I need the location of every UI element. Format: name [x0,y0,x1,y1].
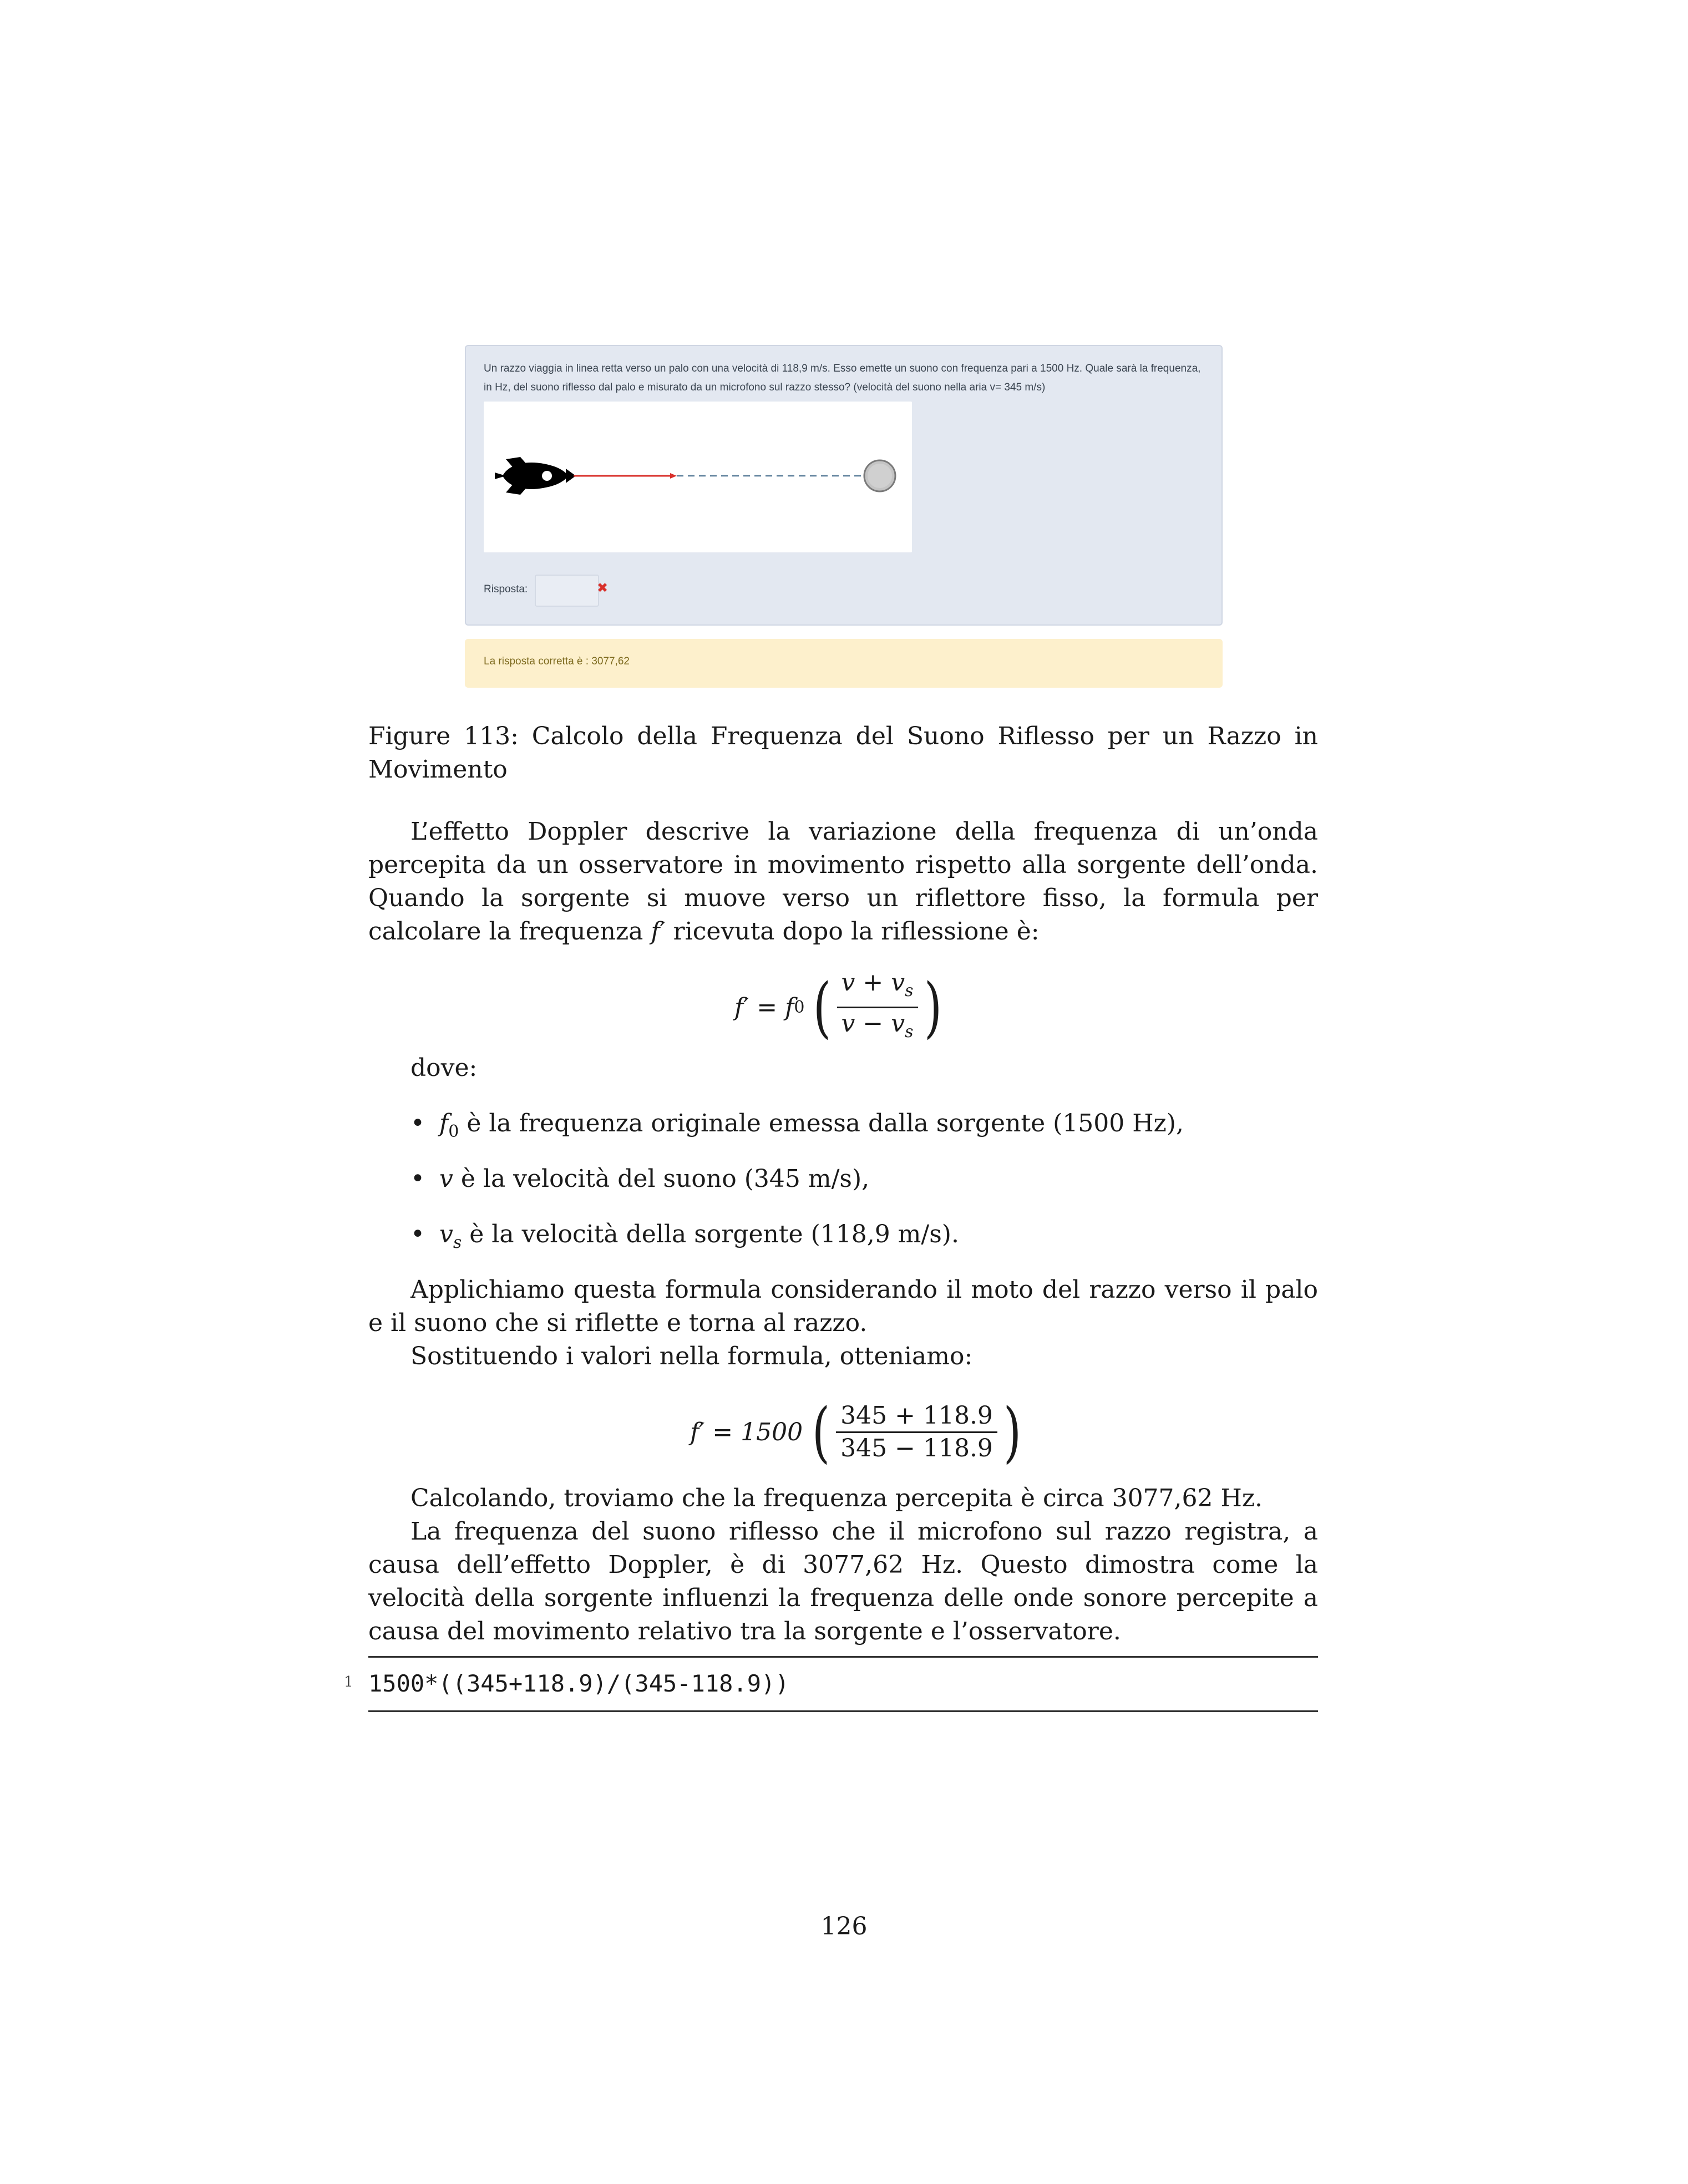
list-item: • $f_0$ è la frequenza originale emessa dalla sorgente (1500 Hz), [410,1109,1184,1141]
bullet-text: è la velocità del suono (345 m/s), [453,1165,870,1193]
figure-caption: Figure 113: Calcolo della Frequenza del Suono Riflesso per un Razzo in Movimento [368,722,1318,784]
list-item: • v è la velocità del suono (345 m/s), [410,1165,870,1193]
bullet-text: è la frequenza originale emessa dalla sorgente (1500 Hz), [459,1109,1184,1137]
paragraph-substitute: Sostituendo i valori nella formula, otteniamo: [410,1342,973,1370]
paragraph-result: Calcolando, troviamo che la frequenza percepita è circa 3077,62 Hz. [410,1484,1263,1512]
bullet-symbol: v [439,1165,453,1193]
formula-subscript: s [905,1022,914,1042]
code-line-number: 1 [344,1674,353,1690]
rocket-icon [495,457,576,495]
formula-denominator: v − v [841,1009,905,1038]
formula-denominator: 345 − 118.9 [840,1434,993,1462]
doppler-formula: f′ = f 0 ( $\frac{v + v_s}{v - v_s}$ ) [734,968,946,1046]
bullet-symbol: f [439,1109,449,1137]
quiz-question: Un razzo viaggia in linea retta verso un palo con una velocità di 118,9 m/s. Esso emette un suono con frequenza pari a 1500 Hz. Quale sarà la frequenza, in Hz, del suono riflesso dal palo e misurato da un microfono sul razzo stesso? (velocità del suono nella aria v= 345 m/s) [484,363,1201,393]
bullet-text: è la velocità della sorgente (118,9 m/s). [462,1220,959,1248]
formula-lhs: f′ = f [734,993,794,1022]
paragraph-doppler-intro [368,815,1318,948]
quiz-card [465,345,1223,626]
code-line: 1500*((345+118.9)/(345-118.9)) [368,1670,789,1697]
answer-input[interactable] [535,575,599,607]
bullet-symbol: v [439,1220,453,1248]
list-item: • $v_s$ è la velocità della sorgente (118,9 m/s). [410,1220,959,1252]
code-rule-bottom [368,1710,1318,1712]
paragraph-text: L’effetto Doppler descrive la variazione della frequenza di un’onda percepita da un osservatore in movimento rispetto alla sorgente dell’onda. Quando la sorgente si muove verso un riflettore fisso, la formula per calcolare la frequenza [368,817,1318,946]
formula-fraction [837,967,918,1048]
code-rule-top [368,1656,1318,1658]
answer-label: Risposta: [484,583,528,595]
formula-lhs: f′ = 1500 [690,1418,803,1446]
dove-label: dove: [410,1054,478,1082]
correct-answer-box [465,639,1223,688]
math-symbol: f′ [651,917,666,946]
formula-numerator: 345 + 118.9 [840,1401,993,1430]
wrong-answer-icon: ✖ [597,581,609,596]
formula-subscript: 0 [794,997,805,1017]
formula-numerator: v + v [841,968,905,997]
page-number: 126 [820,1912,868,1941]
numeric-formula: f′ = 1500 ( $\frac{345 + 118.9}{345 - 118.9}$ ) [690,1394,1022,1470]
rocket-illustration [484,402,912,552]
correct-answer-text: La risposta corretta è : 3077,62 [484,656,630,667]
bullet-subscript: 0 [448,1121,459,1141]
paragraph-conclusion: La frequenza del suono riflesso che il microfono sul razzo registra, a causa dell’effetto Doppler, è di 3077,62 Hz. Questo dimostra come la velocità della sorgente influenzi la frequenza delle onde sonore percepite a causa del movimento relativo tra la sorgente e l’osservatore. [368,1517,1318,1645]
paragraph-apply: Applichiamo questa formula considerando il moto del razzo verso il palo e il suono che si riflette e torna al razzo. [368,1276,1318,1337]
formula-fraction [836,1400,997,1464]
paragraph-text: ricevuta dopo la riflessione è: [665,917,1040,946]
bullet-subscript: s [453,1232,462,1252]
formula-subscript: s [905,981,914,1000]
